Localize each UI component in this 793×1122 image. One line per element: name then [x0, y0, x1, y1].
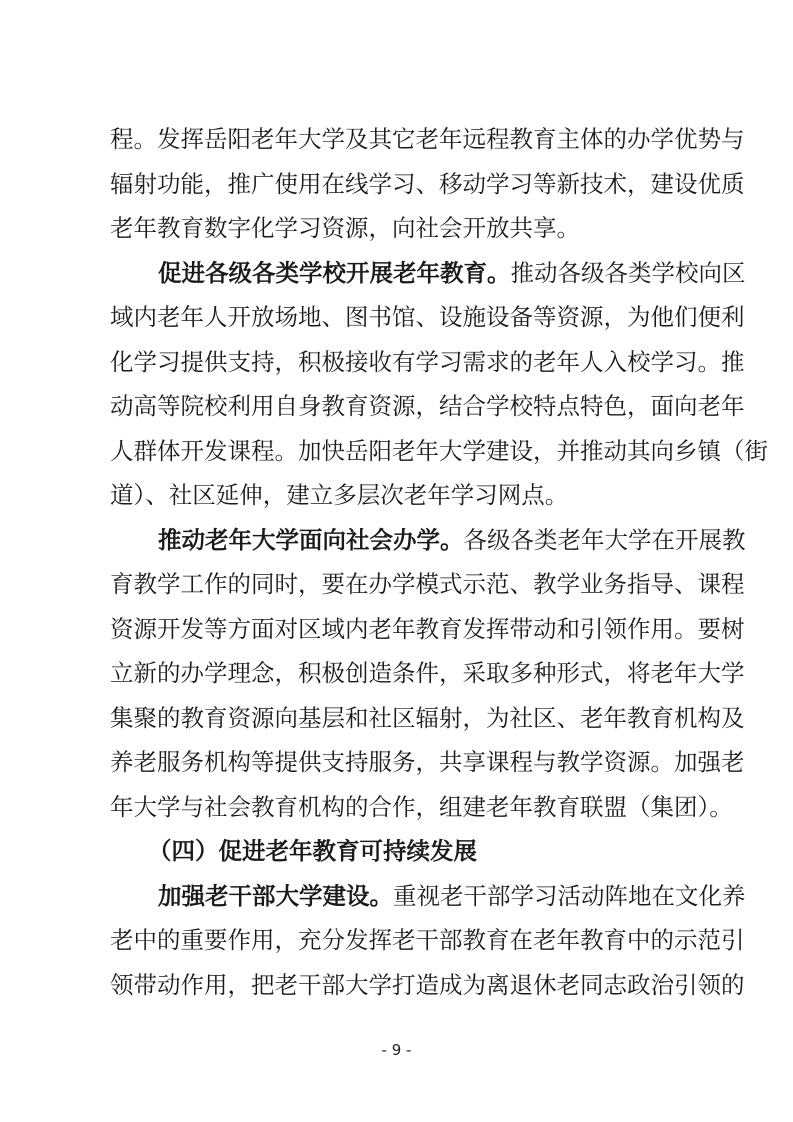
page-number: - 9 -	[381, 1041, 412, 1059]
body-line-6	[110, 343, 745, 381]
line-text: 育教学工作的同时，要在办学模式示范、教学业务指导、课程	[110, 570, 745, 598]
body-line-3	[110, 209, 684, 247]
line-text: 道）、社区延伸，建立多层次老年学习网点。	[110, 481, 569, 509]
body-line-11	[110, 565, 745, 603]
body-line-14	[110, 699, 745, 737]
line-text: 立新的办学理念，积极创造条件，采取多种形式，将老年大学	[110, 659, 745, 687]
paragraph-heading: 促进各级各类学校开展老年教育。	[158, 258, 511, 287]
line-text: 资源开发等方面对区域内老年教育发挥带动和引领作用。要树	[110, 614, 745, 643]
paragraph-start-cadre-university	[158, 877, 746, 915]
paragraph-start-university	[158, 521, 746, 559]
paragraph-heading: 推动老年大学面向社会办学。	[158, 525, 464, 554]
body-line-12	[110, 610, 745, 648]
paragraph-start-schools	[158, 254, 746, 292]
body-line-5	[110, 298, 745, 336]
line-text: 老中的重要作用，充分发挥老干部教育在老年教育中的示范引	[110, 926, 745, 954]
body-line-8	[110, 432, 768, 470]
line-text: 集聚的教育资源向基层和社区辐射，为社区、老年教育机构及	[110, 703, 745, 732]
body-line-7	[110, 387, 745, 425]
line-text: 人群体开发课程。加快岳阳老年大学建设，并推动其向乡镇（街	[110, 436, 768, 465]
line-text: 程。发挥岳阳老年大学及其它老年远程教育主体的办学优势与	[110, 125, 745, 153]
line-text: 动高等院校利用自身教育资源，结合学校特点特色，面向老年	[110, 392, 745, 420]
section-heading	[148, 832, 684, 870]
line-text: 辐射功能，推广使用在线学习、移动学习等新技术，建设优质	[110, 169, 745, 198]
body-line-13	[110, 654, 745, 692]
body-line-9	[110, 476, 684, 514]
section-heading-text: （四）促进老年教育可持续发展	[148, 837, 477, 865]
line-text: 各级各类老年大学在开展教	[463, 525, 746, 554]
body-line-20	[110, 966, 745, 1004]
line-text: 重视老干部学习活动阵地在文化养	[393, 881, 746, 910]
paragraph-heading: 加强老干部大学建设。	[158, 881, 393, 910]
body-line-1	[110, 120, 745, 158]
body-line-19	[110, 921, 745, 959]
body-line-2	[110, 165, 745, 203]
line-text: 域内老年人开放场地、图书馆、设施设备等资源，为他们便利	[110, 303, 745, 331]
line-text: 化学习提供支持，积极接收有学习需求的老年人入校学习。推	[110, 347, 745, 376]
line-text: 推动各级各类学校向区	[510, 258, 746, 287]
line-text: 养老服务机构等提供支持服务，共享课程与教学资源。加强老	[110, 748, 745, 776]
line-text: 领带动作用，把老干部大学打造成为离退休老同志政治引领的	[110, 970, 745, 999]
line-text: 老年教育数字化学习资源，向社会开放共享。	[110, 214, 580, 242]
body-line-15	[110, 743, 745, 781]
line-text: 年大学与社会教育机构的合作，组建老年教育联盟（集团）。	[110, 792, 733, 821]
body-line-16	[110, 788, 733, 826]
